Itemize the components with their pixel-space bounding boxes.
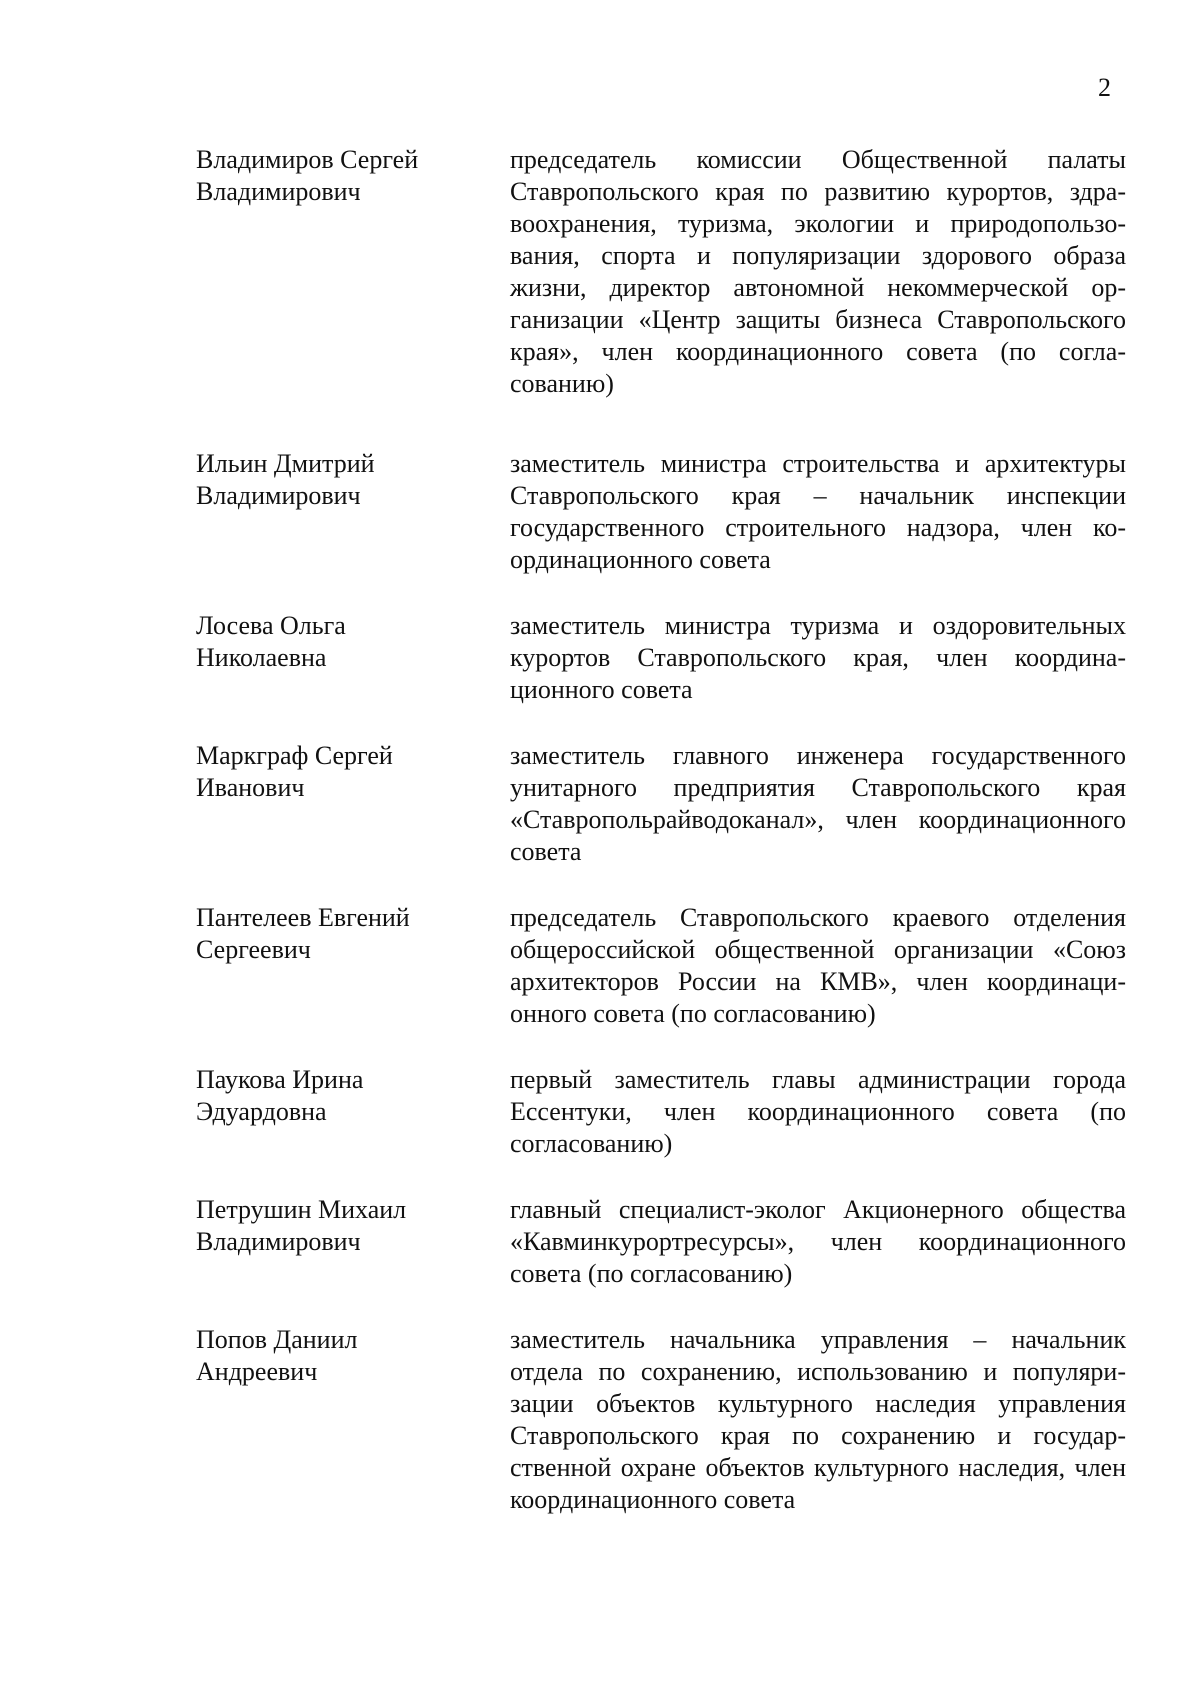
member-role: первый заместитель главы администрации города Ессентуки, член координационного совета (по согласованию) xyxy=(510,1065,1126,1158)
member-surname-firstname: Ильин Дмитрий xyxy=(196,449,375,478)
member-role: заместитель министра туризма и оздоровительных курортов Ставропольского края, член координационного совета xyxy=(510,611,1126,704)
list-item xyxy=(196,740,1126,868)
member-role: заместитель главного инженера государственного унитарного предприятия Ставропольского края «Ставропольрайводоканал», член координационного совета xyxy=(510,741,1126,866)
member-patronymic: Николаевна xyxy=(196,643,327,672)
member-role: главный специалист-эколог Акционерного общества «Кавминкурортресурсы», член координационного совета (по согласованию) xyxy=(510,1195,1126,1288)
list-item xyxy=(196,144,1126,400)
member-surname-firstname: Петрушин Михаил xyxy=(196,1195,407,1224)
member-surname-firstname: Пантелеев Евгений xyxy=(196,903,410,932)
member-patronymic: Владимирович xyxy=(196,481,361,510)
member-name xyxy=(196,1194,510,1290)
list-item xyxy=(196,448,1126,576)
member-surname-firstname: Попов Даниил xyxy=(196,1325,358,1354)
member-surname-firstname: Владимиров Сергей xyxy=(196,145,419,174)
member-name xyxy=(196,448,510,576)
members-list xyxy=(196,144,1126,1550)
member-patronymic: Сергеевич xyxy=(196,935,311,964)
member-name xyxy=(196,610,510,706)
member-surname-firstname: Паукова Ирина xyxy=(196,1065,364,1094)
member-name xyxy=(196,1324,510,1516)
member-role: заместитель министра строительства и архитектуры Ставропольского края – начальник инспекции государственного строительного надзора, член координационного совета xyxy=(510,449,1126,574)
list-item xyxy=(196,1324,1126,1516)
page-number: 2 xyxy=(1098,73,1111,102)
member-role: председатель Ставропольского краевого отделения общероссийской общественной организации «Союз архитекторов России на КМВ», член координационного совета (по согласованию) xyxy=(510,903,1126,1028)
member-role: председатель комиссии Общественной палаты Ставропольского края по развитию курортов, здравоохранения, туризма, экологии и природопользования, спорта и популяризации здорового образа жизни, директор автономной некоммерческой организации «Центр защиты бизнеса Ставропольского края», член координационного совета (по согласованию) xyxy=(510,145,1126,398)
member-patronymic: Владимирович xyxy=(196,177,361,206)
member-name xyxy=(196,144,510,400)
member-name xyxy=(196,902,510,1030)
member-role: заместитель начальника управления – начальник отдела по сохранению, использованию и популяризации объектов культурного наследия управления Ставропольского края по сохранению и государственной охране объектов культурного наследия, член координационного совета xyxy=(510,1325,1126,1514)
list-item xyxy=(196,1194,1126,1290)
member-surname-firstname: Маркграф Сергей xyxy=(196,741,393,770)
member-name xyxy=(196,1064,510,1160)
list-item xyxy=(196,610,1126,706)
member-patronymic: Иванович xyxy=(196,773,305,802)
member-patronymic: Владимирович xyxy=(196,1227,361,1256)
member-patronymic: Андреевич xyxy=(196,1357,318,1386)
list-item xyxy=(196,1064,1126,1160)
member-patronymic: Эдуардовна xyxy=(196,1097,327,1126)
member-surname-firstname: Лосева Ольга xyxy=(196,611,346,640)
member-name xyxy=(196,740,510,868)
list-item xyxy=(196,902,1126,1030)
